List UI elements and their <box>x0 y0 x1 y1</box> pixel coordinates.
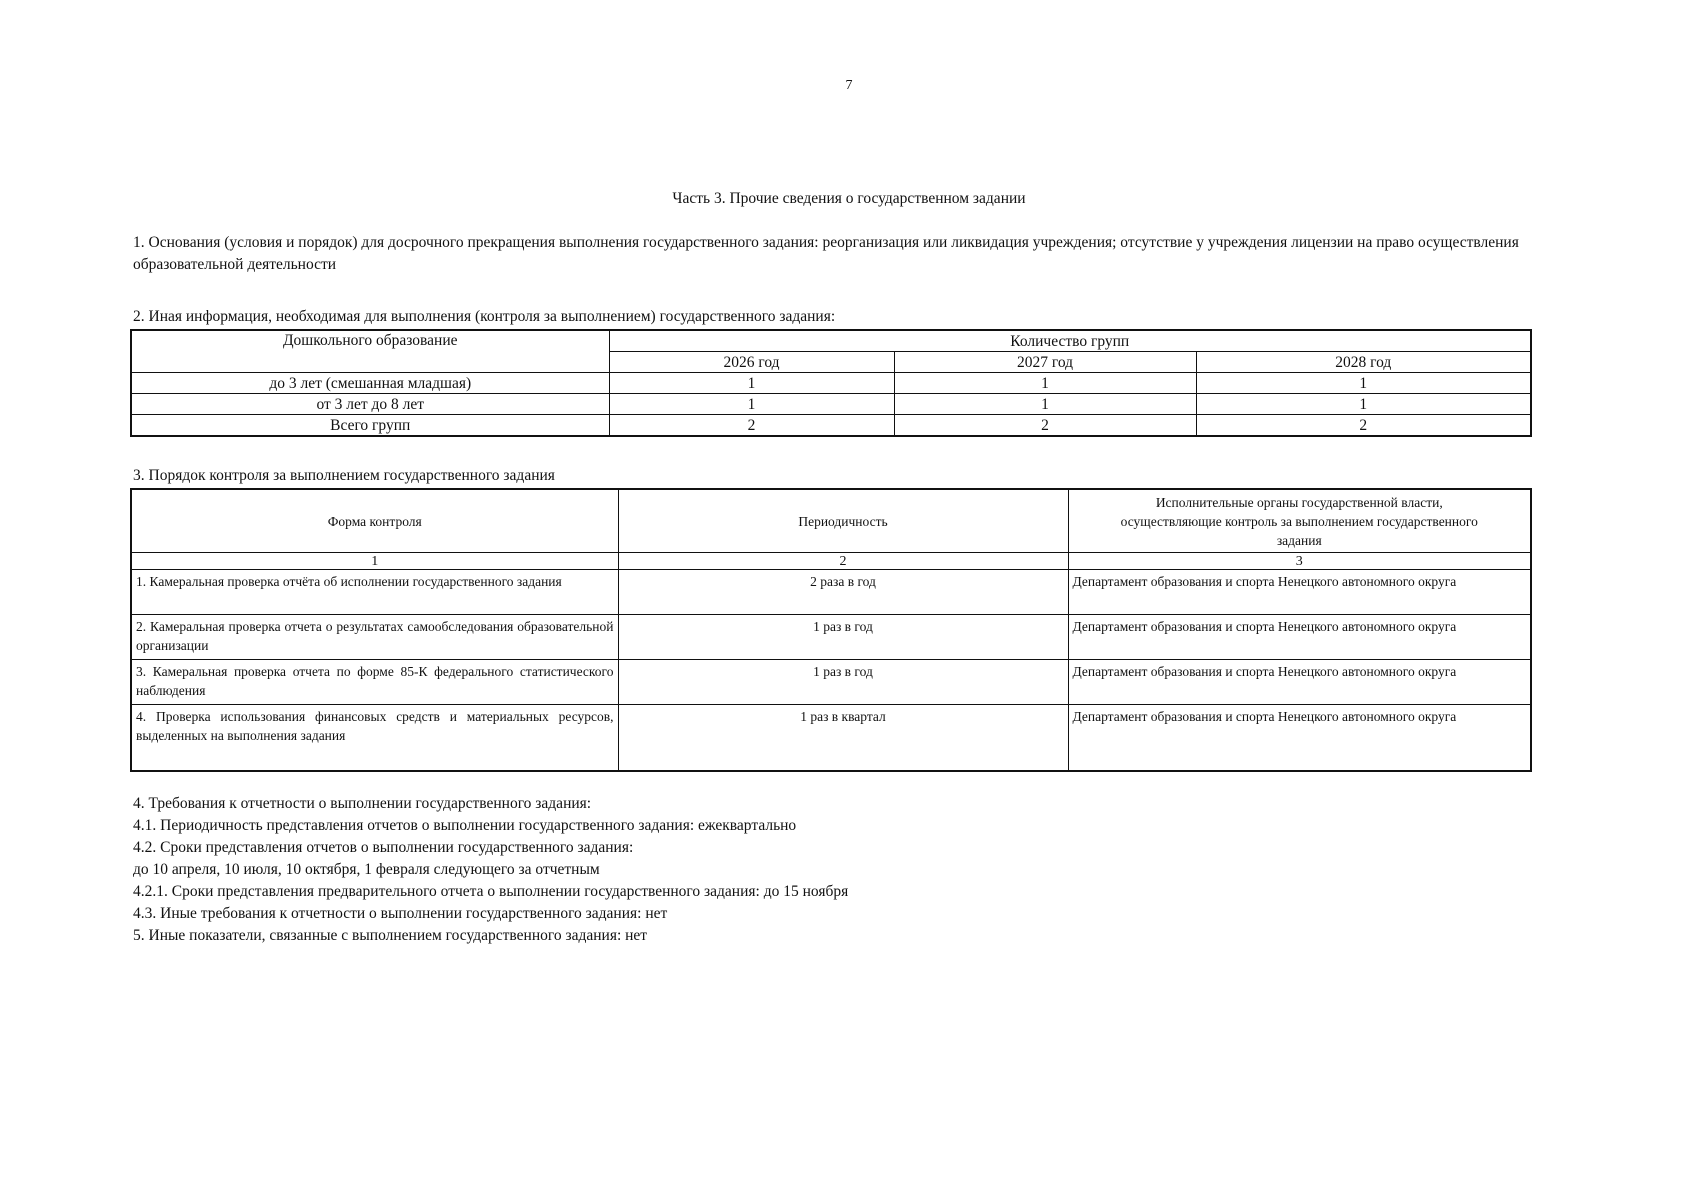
control-form: 1. Камеральная проверка отчёта об исполнении государственного задания <box>131 570 618 615</box>
table-row <box>131 373 1531 394</box>
control-form: 2. Камеральная проверка отчета о результатах самообследования образовательной организации <box>131 615 618 660</box>
requirement-line: до 10 апреля, 10 июля, 10 октября, 1 февраля следующего за отчетным <box>133 861 600 878</box>
cell-value: 1 <box>609 394 894 415</box>
requirements-heading: 4. Требования к отчетности о выполнении государственного задания: <box>133 795 592 812</box>
cell-value: 1 <box>894 373 1196 394</box>
section-2-heading: 2. Иная информация, необходимая для выполнения (контроля за выполнением) государственного задания: <box>133 308 836 325</box>
requirement-line: 4.2.1. Сроки представления предварительного отчета о выполнении государственного задания: до 15 ноября <box>133 883 849 900</box>
year-header: 2027 год <box>894 352 1196 373</box>
row-label: от 3 лет до 8 лет <box>131 394 609 415</box>
requirement-line: 4.2. Сроки представления отчетов о выполнении государственного задания: <box>133 839 634 856</box>
groups-table <box>130 329 1532 437</box>
cell-value: 1 <box>894 394 1196 415</box>
control-table <box>130 488 1532 772</box>
cell-value: 1 <box>609 373 894 394</box>
section-3-heading: 3. Порядок контроля за выполнением государственного задания <box>133 467 555 484</box>
table-row <box>131 570 1531 615</box>
control-authority: Департамент образования и спорта Ненецкого автономного округа <box>1068 705 1531 771</box>
table-row <box>131 615 1531 660</box>
control-table-column-numbers <box>131 553 1531 570</box>
control-authority: Департамент образования и спорта Ненецкого автономного округа <box>1068 660 1531 705</box>
cell-value: 1 <box>1196 394 1531 415</box>
header-authority: Исполнительные органы государственной власти, осуществляющие контроль за выполнением государственного задания <box>1068 489 1531 553</box>
table-row <box>131 660 1531 705</box>
table-row <box>131 394 1531 415</box>
control-authority: Департамент образования и спорта Ненецкого автономного округа <box>1068 570 1531 615</box>
requirement-line: 4.3. Иные требования к отчетности о выполнении государственного задания: нет <box>133 905 668 922</box>
table-row <box>131 415 1531 437</box>
row-label: Всего групп <box>131 415 609 437</box>
cell-value: 2 <box>609 415 894 437</box>
requirement-line: 4.1. Периодичность представления отчетов о выполнении государственного задания: ежеквартально <box>133 817 797 834</box>
row-label: до 3 лет (смешанная младшая) <box>131 373 609 394</box>
groups-table-header-left: Дошкольного образование <box>131 330 609 373</box>
column-number: 2 <box>618 553 1068 570</box>
year-header: 2026 год <box>609 352 894 373</box>
groups-table-header-row <box>131 330 1531 352</box>
table-row <box>131 705 1531 771</box>
control-period: 2 раза в год <box>618 570 1068 615</box>
cell-value: 2 <box>1196 415 1531 437</box>
other-indicators-line: 5. Иные показатели, связанные с выполнением государственного задания: нет <box>133 927 648 944</box>
year-header: 2028 год <box>1196 352 1531 373</box>
control-table-header-row <box>131 489 1531 553</box>
control-form: 3. Камеральная проверка отчета по форме 85-К федерального статистического наблюдения <box>131 660 618 705</box>
control-form: 4. Проверка использования финансовых средств и материальных ресурсов, выделенных на выполнения задания <box>131 705 618 771</box>
cell-value: 2 <box>894 415 1196 437</box>
control-period: 1 раз в год <box>618 615 1068 660</box>
control-authority: Департамент образования и спорта Ненецкого автономного округа <box>1068 615 1531 660</box>
control-period: 1 раз в квартал <box>618 705 1068 771</box>
cell-value: 1 <box>1196 373 1531 394</box>
section-1-text: 1. Основания (условия и порядок) для досрочного прекращения выполнения государственного задания: реорганизация или ликвидация учреждения; отсутствие у учреждения лицензии на право осуществления образовательной деятельности <box>133 234 1519 273</box>
header-form: Форма контроля <box>131 489 618 553</box>
column-number: 1 <box>131 553 618 570</box>
column-number: 3 <box>1068 553 1531 570</box>
control-period: 1 раз в год <box>618 660 1068 705</box>
page-number: 7 <box>845 78 853 93</box>
part-title: Часть 3. Прочие сведения о государственном задании <box>672 190 1026 207</box>
header-period: Периодичность <box>618 489 1068 553</box>
groups-table-header-group: Количество групп <box>609 330 1531 352</box>
